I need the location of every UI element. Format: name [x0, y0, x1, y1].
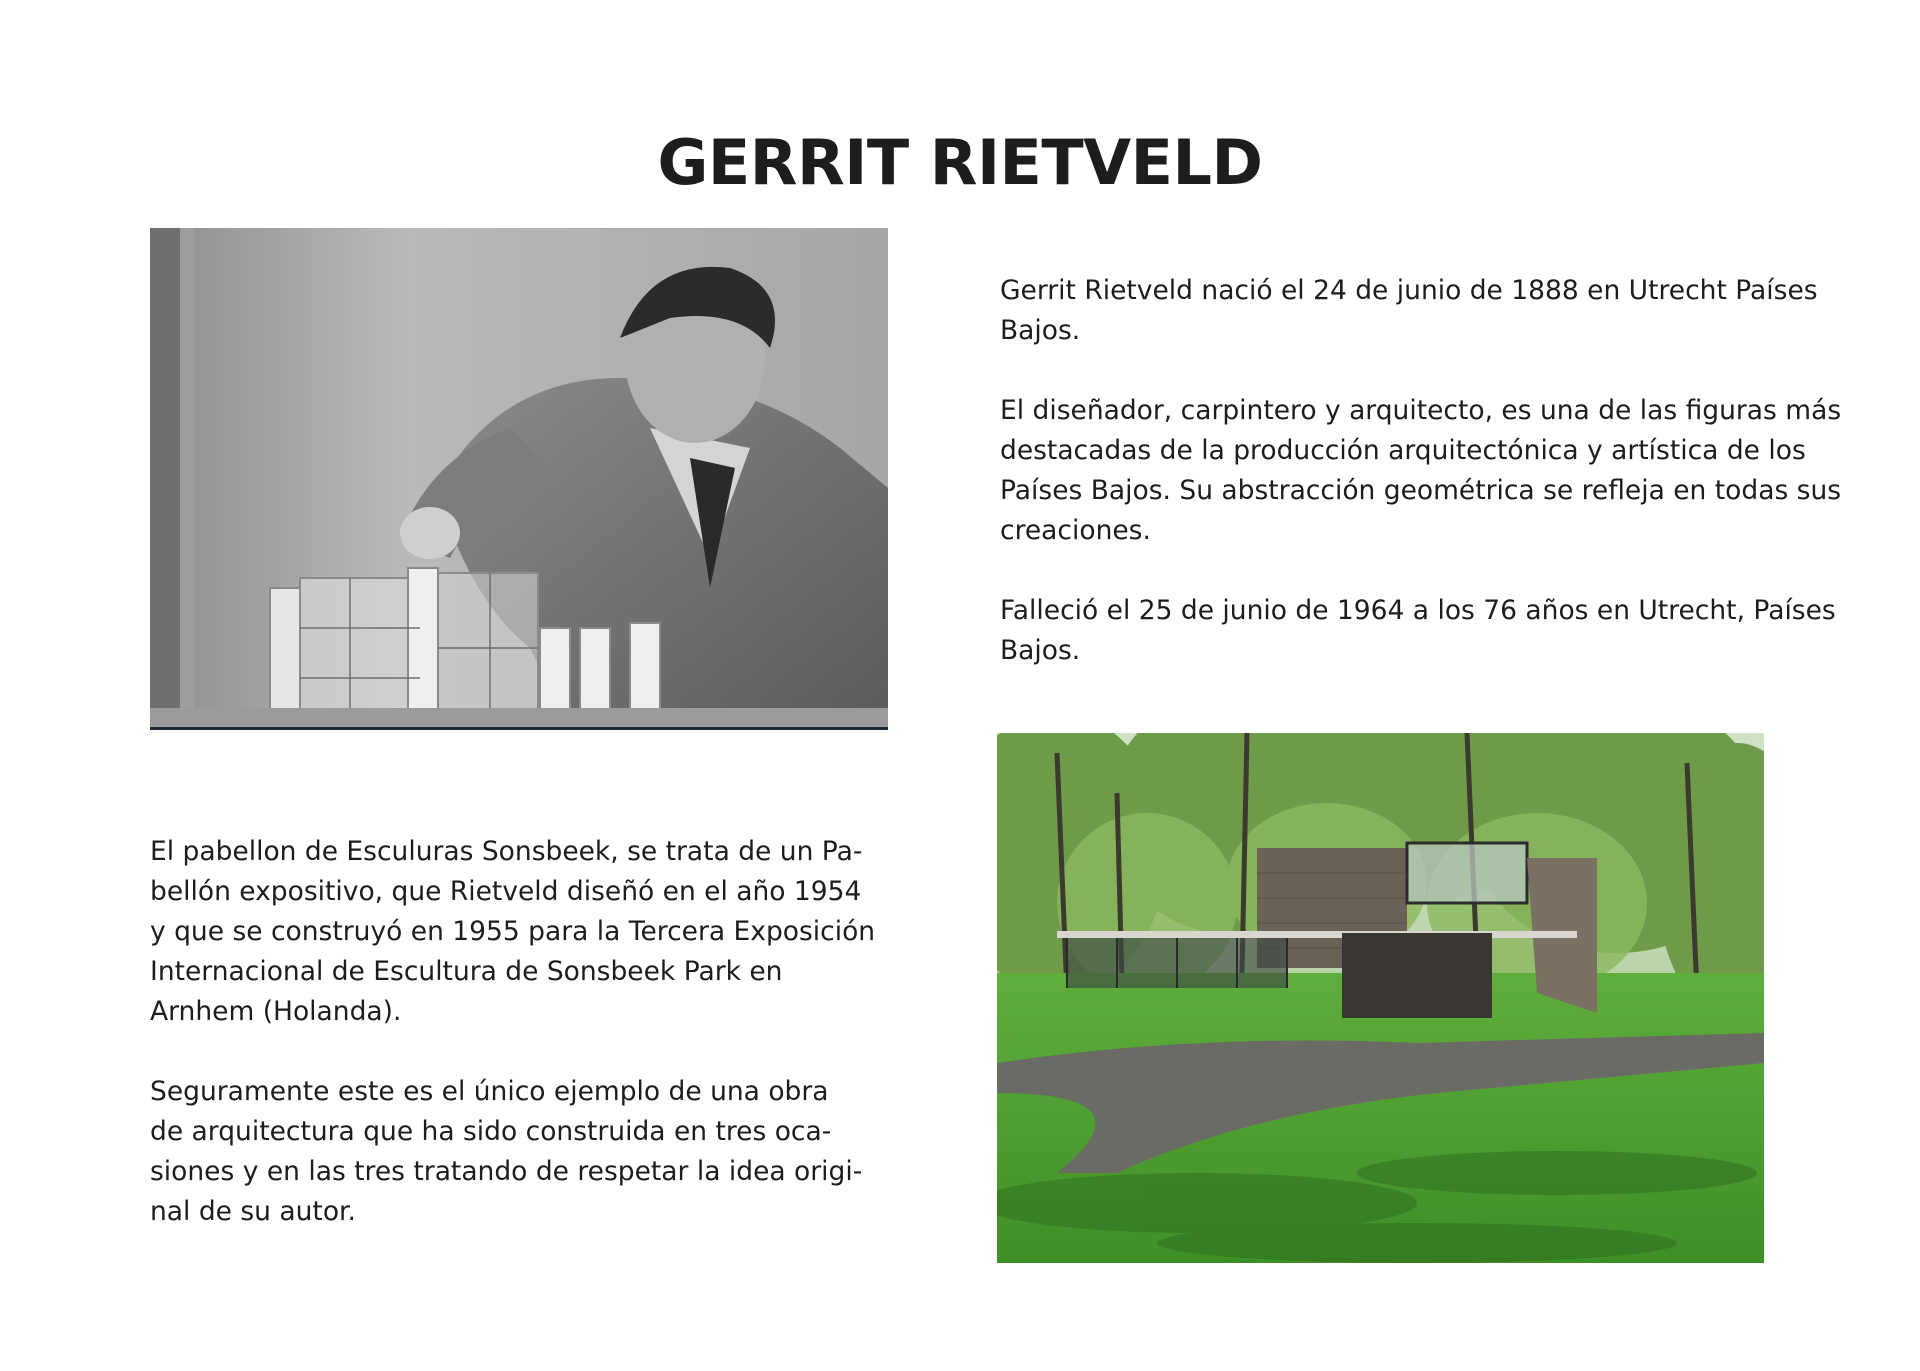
pavilion-description-paragraph: El pabellon de Esculuras Sonsbeek, se trata de un Pa- bellón expositivo, que Rietveld diseñó en el año 1954 y que se construyó en 1955 para la Tercera Exposición Internacional de Escultura de Sonsbeek Park en Arnhem (Holanda). [150, 836, 876, 1027]
page-title: GERRIT RIETVELD [657, 125, 1263, 199]
sonsbeek-pavilion-photo [997, 733, 1764, 1263]
rietveld-portrait-photo [150, 228, 888, 730]
bio-description-paragraph: El diseñador, carpintero y arquitecto, es una de las figuras más destacadas de la producción arquitectónica y artística de los Países Bajos. Su abstracción geométrica se refleja en todas sus creaciones. [1000, 395, 1842, 546]
biography-text [1000, 271, 1880, 671]
bio-death-paragraph: Falleció el 25 de junio de 1964 a los 76 años en Utrecht, Países Bajos. [1000, 595, 1836, 666]
bio-birth-paragraph: Gerrit Rietveld nació el 24 de junio de 1888 en Utrecht Países Bajos. [1000, 275, 1818, 346]
pavilion-text [150, 832, 910, 1232]
pavilion-reconstruction-paragraph: Seguramente este es el único ejemplo de una obra de arquitectura que ha sido construida en tres oca- siones y en las tres tratando de respetar la idea origi- nal de su autor. [150, 1076, 863, 1227]
